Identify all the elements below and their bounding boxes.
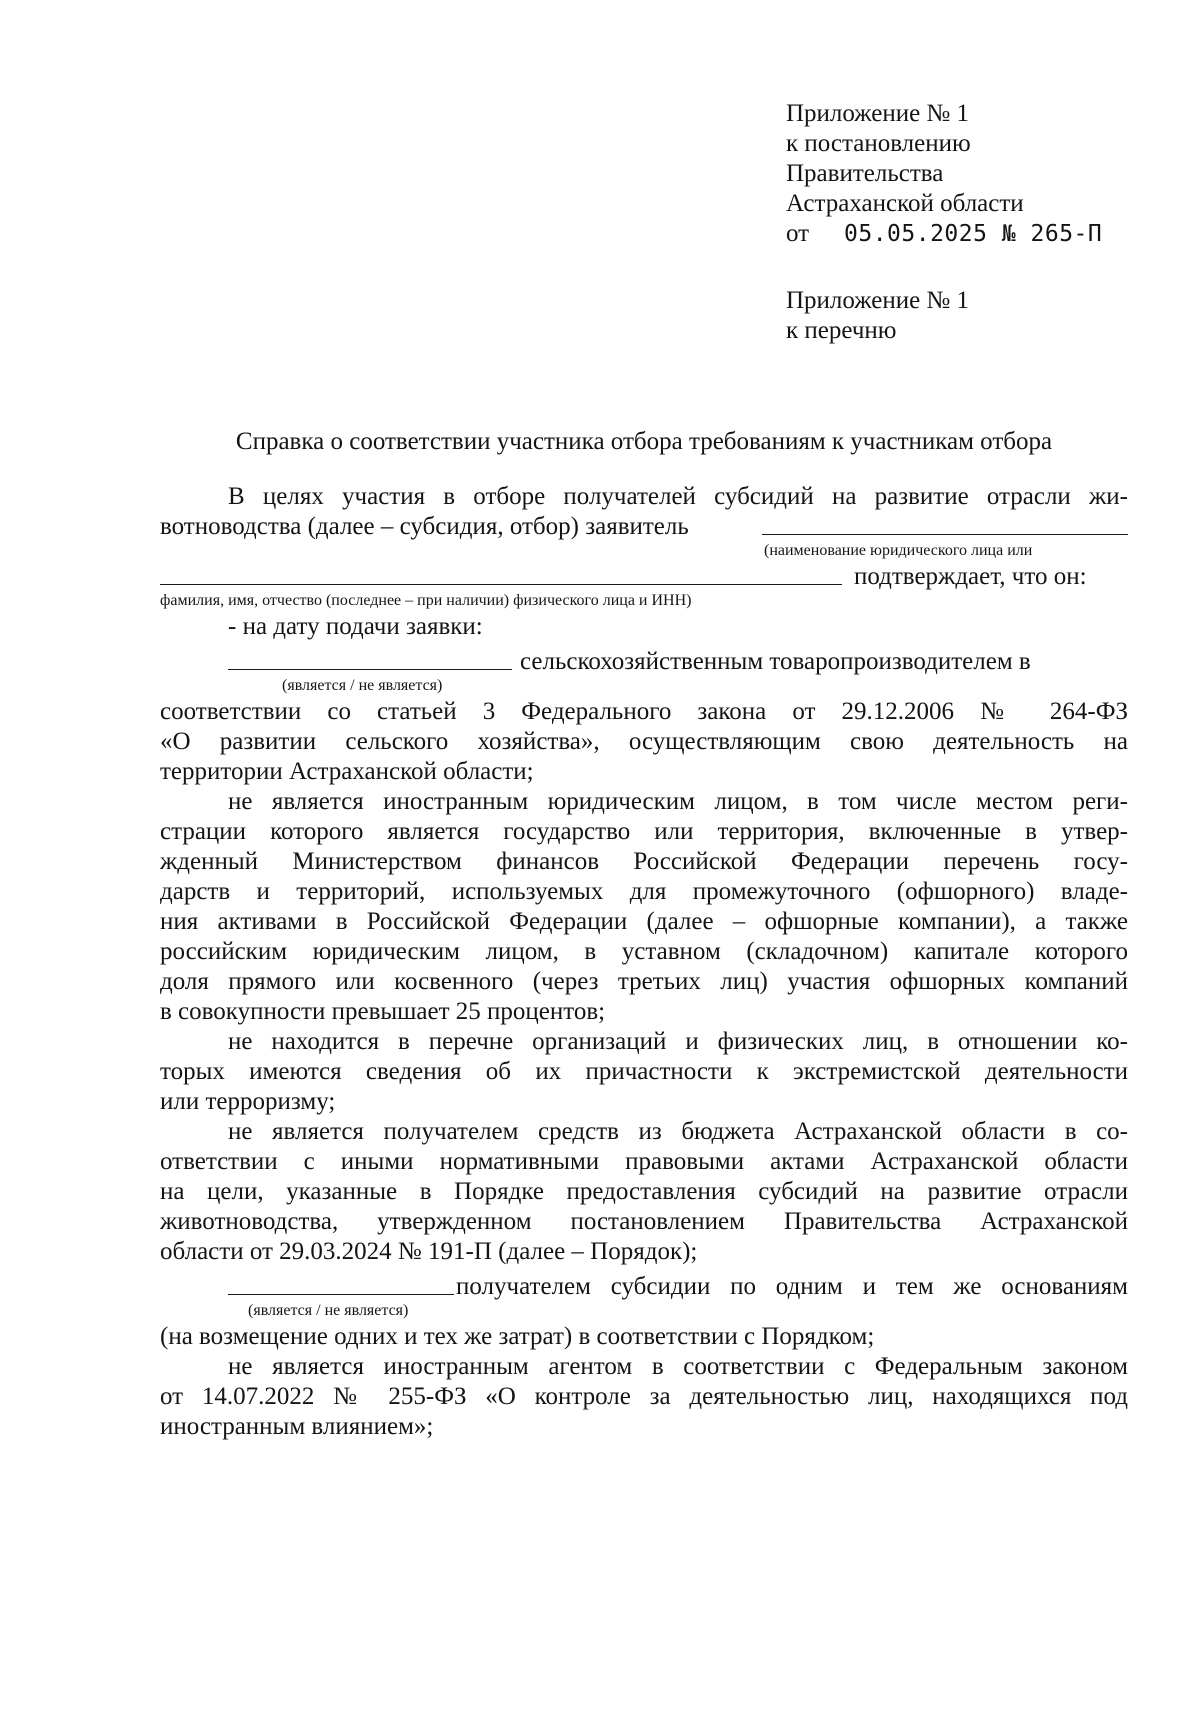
foreign-line-4: дарств и территорий, используемых для промежуточного (офшорного) владе- [160,878,1128,905]
foreign-line-3: жденный Министерством финансов Российской Федерации перечень госу- [160,848,1128,875]
header-line-region: Астраханской области [786,190,1024,217]
subsidy-line-1: получателем субсидии по одним и тем же основаниям [160,1272,1128,1302]
header-dateline [786,219,1166,249]
date-stamp: 05.05.2025 № 265-П [844,221,1103,247]
foreign-line-7: доля прямого или косвенного (через третьих лиц) участия офшорных компаний [160,968,1128,995]
agent-line-3: иностранным влиянием»; [160,1413,434,1440]
header-line-appendix: Приложение № 1 [786,100,970,127]
caption-applicant-name: (наименование юридического лица или [764,542,1033,559]
foreign-line-2: страции которого является государство или территория, включенные в утвер- [160,818,1128,845]
header-line-appendix-2: Приложение № 1 [786,287,970,314]
subsidy-line-2: (на возмещение одних и тех же затрат) в соответствии с Порядком; [160,1323,875,1350]
subsidy-status-field[interactable] [228,1272,454,1295]
agro-line-2: соответствии со статьей 3 Федерального закона от 29.12.2006 № 264-ФЗ [160,698,1128,725]
caption-subsidy-status: (является / не является) [248,1302,409,1319]
header-line-government: Правительства [786,160,944,187]
date-prefix: от [786,220,810,247]
budget-line-4: животноводства, утвержденном постановлением Правительства Астраханской [160,1208,1128,1235]
application-date-line: - на дату подачи заявки: [228,613,483,640]
budget-line-2: ответствии с иными нормативными правовыми актами Астраханской области [160,1148,1128,1175]
extremism-line-2: торых имеются сведения об их причастности к экстремистской деятельности [160,1058,1128,1085]
budget-line-1: не является получателем средств из бюджета Астраханской области в со- [228,1118,1128,1145]
header-line-to-list: к перечню [786,317,897,344]
foreign-line-6: российским юридическим лицом, в уставном (складочном) капитале которого [160,938,1128,965]
applicant-name-field[interactable] [762,512,1128,535]
budget-line-5: области от 29.03.2024 № 191-П (далее – Порядок); [160,1238,698,1265]
budget-line-3: на цели, указанные в Порядке предоставления субсидий на развитие отрасли [160,1178,1128,1205]
intro-line-2: вотноводства (далее – субсидия, отбор) заявитель [160,512,1128,542]
agent-line-1: не является иностранным агентом в соответствии с Федеральным законом [228,1353,1128,1380]
applicant-fio-inn-field[interactable] [160,562,842,585]
document-body [160,427,1128,1442]
agro-status-field[interactable] [228,647,512,670]
foreign-line-5: ния активами в Российской Федерации (далее – офшорные компании), а также [160,908,1128,935]
foreign-line-1: не является иностранным юридическим лицом, в том числе местом реги- [228,788,1128,815]
foreign-line-8: в совокупности превышает 25 процентов; [160,998,606,1025]
intro-line-3: подтверждает, что он: [160,562,1128,592]
caption-applicant-fio: фамилия, имя, отчество (последнее – при наличии) физического лица и ИНН) [160,592,692,609]
intro-line-1: В целях участия в отборе получателей субсидий на развитие отрасли жи- [228,483,1128,510]
appendix-header [786,99,1166,346]
document-title: Справка о соответствии участника отбора требованиям к участникам отбора [235,428,1053,455]
agent-line-2: от 14.07.2022 № 255-ФЗ «О контроле за деятельностью лиц, находящихся под [160,1383,1128,1410]
caption-agro-status: (является / не является) [282,677,443,694]
agro-line-3: «О развитии сельского хозяйства», осуществляющим свою деятельность на [160,728,1128,755]
agro-line-1: сельскохозяйственным товаропроизводителем в [160,647,1128,677]
agro-line-4: территории Астраханской области; [160,758,534,785]
extremism-line-1: не находится в перечне организаций и физических лиц, в отношении ко- [228,1028,1128,1055]
extremism-line-3: или терроризму; [160,1088,336,1115]
header-line-to-resolution: к постановлению [786,130,971,157]
